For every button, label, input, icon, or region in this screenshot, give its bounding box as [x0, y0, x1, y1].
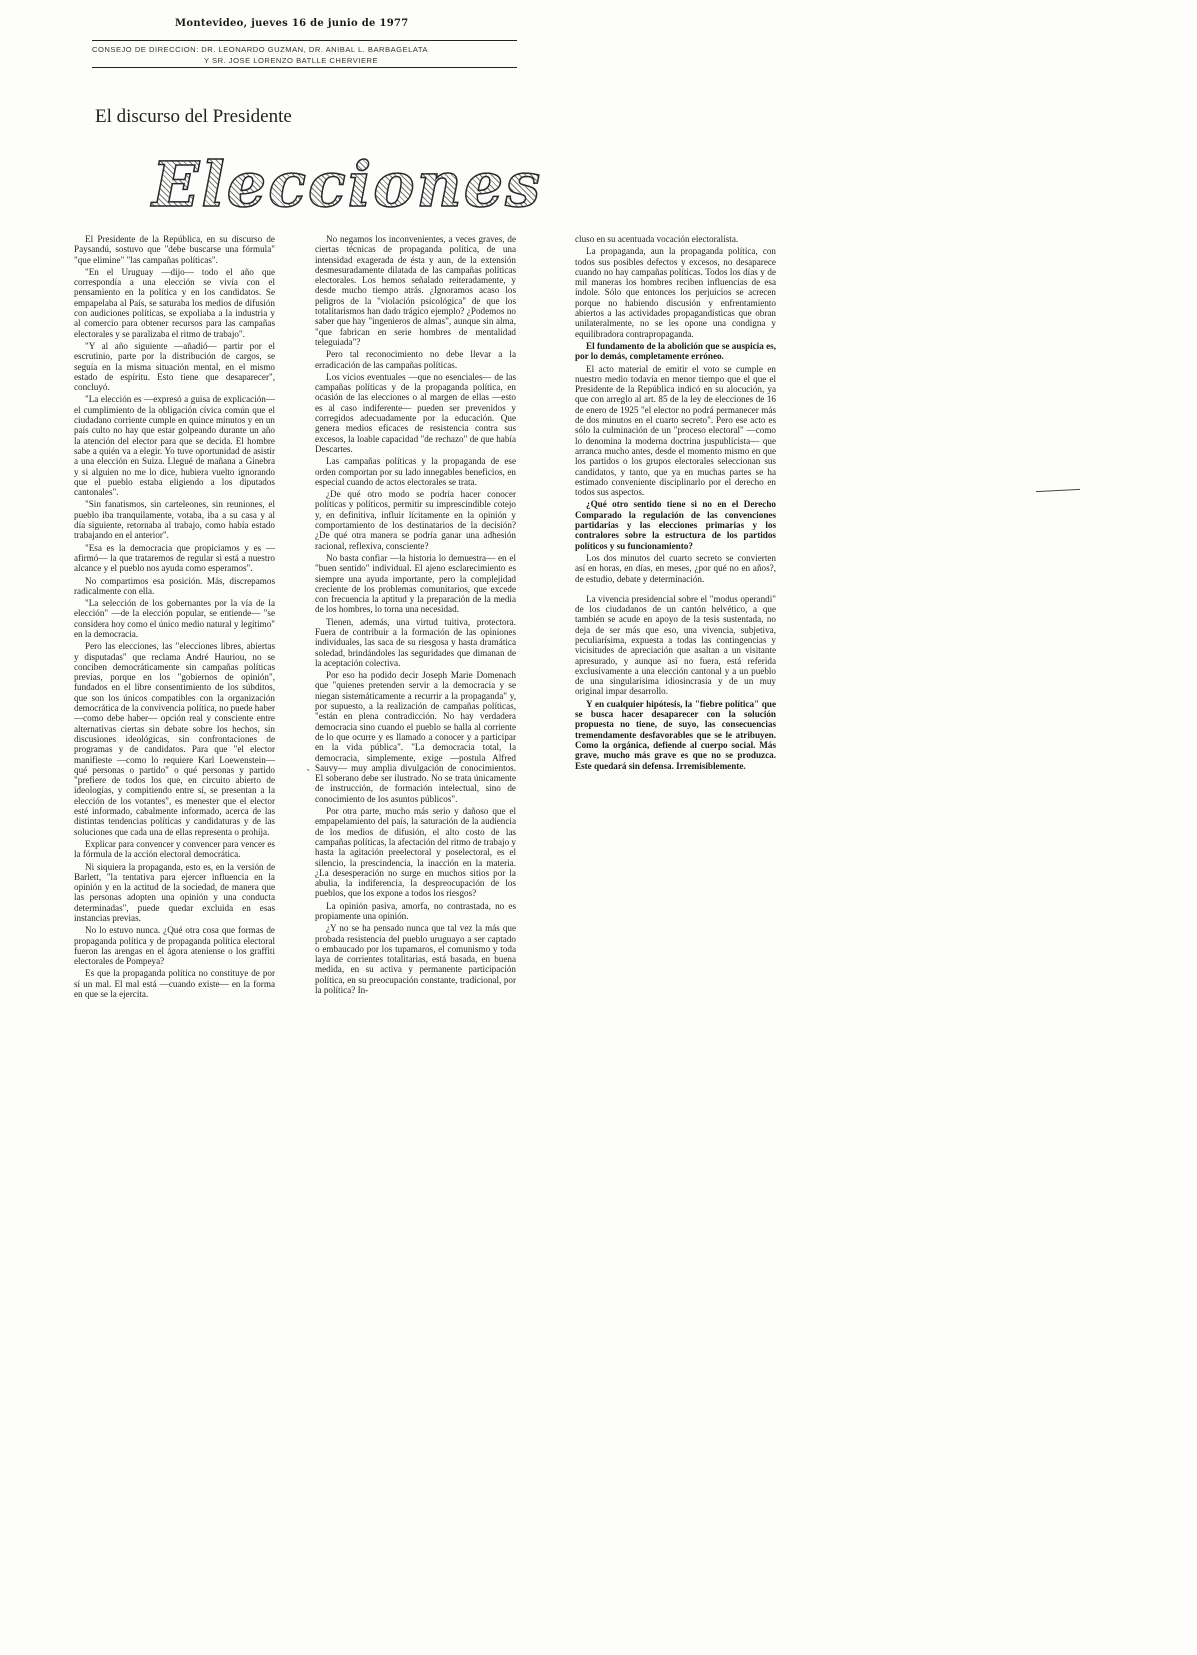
paragraph: El acto material de emitir el voto se cumple en nuestro medio todavía en menor tiempo que el que el Presidente de la República indicó en su alocución, ya que con arreglo al art. 85 de la ley de elecciones de 16 de enero de 1925 "el elector no podrá permanecer más de dos minutos en el cuarto secreto". Pero ese acto es sólo la culminación de un "proceso electoral" —como lo denomina la moderna doctrina juspublicista— que arranca mucho antes, desde el momento mismo en que los partidos o los grupos electorales seleccionan sus candidatos, y tanto, que ya en muchas partes se ha estimado conveniente disciplinarlo por el derecho en todos sus aspectos.: [575, 363, 776, 498]
paragraph: Pero las elecciones, las "elecciones libres, abiertas y disputadas" que reclama André Hauriou, no se conciben democráticamente sin campañas políticas previas, porque en los "gobiernos de opinión", fundados en el libre consentimiento de los súbditos, que son los únicos compatibles con la organización democrática de la convivencia política, no puede haber —como debe haber— opción real y consciente entre alternativas ciertas sin debate sobre los hechos, sin discusiones ideológicas, sin confrontaciones de programas y de candidatos. Para que "el elector manifieste —como lo requiere Karl Loewenstein— qué personas o partido" o qué personas y partido "prefiere de todos los que, en circuito abierto de ideologías, y compitiendo entre sí, se presentan a la elección de los votantes", es menester que el elector esté informado, cabalmente informado, acerca de las distintas tendencias políticas y candidaturas y de las soluciones que cada una de ellas representa o prohíja.: [74, 641, 275, 837]
header-rule-bottom: [92, 67, 517, 68]
paragraph: Pero tal reconocimiento no debe llevar a la erradicación de las campañas políticas.: [315, 349, 516, 370]
paragraph: La propaganda, aun la propaganda política, con todos sus posibles defectos y excesos, no desaparece cuando no hay campañas políticas. Todos los días y de mil maneras los hombres reciben influencias de esa índole. Sólo que entonces los perjuicios se acrecen porque no habiendo discusión y enfrentamiento abiertos a las actividades propagandísticas que obran unilateralmente, no se les opone una condigna y equilibradora contrapropaganda.: [575, 246, 776, 339]
article-kicker: El discurso del Presidente: [95, 106, 292, 127]
paragraph: Tienen, además, una virtud tuitiva, protectora. Fuera de contribuir a la formación de las opiniones individuales, las saca de su riesgosa y hasta dramática soledad, brindándoles las seguridades que dimanan de la aceptación colectiva.: [315, 616, 516, 668]
paragraph: Ni siquiera la propaganda, esto es, en la versión de Barlett, "la tentativa para ejercer influencia en la opinión y en la actitud de la sociedad, de manera que las personas adopten una opinión y una conducta determinadas", puede quedar excluida en esas instancias previas.: [74, 861, 275, 923]
paragraph: No negamos los inconvenientes, a veces graves, de ciertas técnicas de propaganda política, de una intensidad exagerada de ésta y aun, de la extensión desmesuradamente dilatada de las campañas políticas electorales. Los hemos señalado reiteradamente, y desde mucho tiempo atrás. ¿Ignoramos acaso los peligros de la "violación psicológica" de que los totalitarismos han dado trágico ejemplo? ¿Podemos no saber que hay "ingenieros de almas", aunque sin alma, "que fabrican en serie hombres de mentalidad teleguiada"?: [315, 234, 516, 347]
article-column-1: [74, 234, 275, 1001]
paragraph: Y en cualquier hipótesis, la "fiebre política" que se busca hacer desaparecer con la solución propuesta no tiene, de suyo, las consecuencias tremendamente desfavorables que se le atribuyen. Como la orgánica, defiende al cuerpo social. Más grave, mucho más grave es que no se produzca. Este quedará sin defensa. Irremisiblemente.: [575, 698, 776, 771]
paragraph: ¿Qué otro sentido tiene si no en el Derecho Comparado la regulación de las convenciones partidarias y las elecciones primarias y los contralores sobre la estructura de los partidos políticos y su funcionamiento?: [575, 499, 776, 551]
dateline: Montevideo, jueves 16 de junio de 1977: [175, 18, 409, 29]
paragraph: ¿Y no se ha pensado nunca que tal vez la más que probada resistencia del pueblo uruguayo a ser captado o embaucado por los tupamaros, el comunismo y toda laya de corrientes totalitarias, está basada, en buena medida, en su activa y permanente participación política, en su preocupación constante, tradicional, por la política? In-: [315, 923, 516, 996]
paragraph: La opinión pasiva, amorfa, no contrastada, no es propiamente una opinión.: [315, 900, 516, 921]
paragraph: Por otra parte, mucho más serio y dañoso que el empapelamiento del país, la saturación de la audiencia de los medios de difusión, el alto costo de las campañas políticas, la afectación del ritmo de trabajo y hasta la agitación preelectoral y poselectoral, es el silencio, la prescindencia, la inacción en la materia. ¿La desesperación no surge en muchos sitios por la abulia, la indiferencia, la despreocupación de los pueblos, que los expone a todos los riesgos?: [315, 806, 516, 899]
article-headline: Elecciones: [152, 148, 543, 221]
paragraph: cluso en su acentuada vocación electoralista.: [575, 234, 739, 244]
council-line-2: Y SR. JOSE LORENZO BATLLE CHERVIERE: [204, 56, 379, 65]
paragraph: Por eso ha podido decir Joseph Marie Domenach que "quienes pretenden servir a la democracia y se niegan sistemáticamente a recurrir a la propaganda" y, por supuesto, a la realización de campañas políticas, "están en plena contradicción. No hay verdadera democracia sino cuando el pueblo se halla al corriente de lo que ocurre y es llamado a conocer y a participar en la vida pública". "La democracia total, la democracia, simplemente, exige —postula Alfred Sauvy— muy amplia divulgación de conocimientos. El soberano debe ser ilustrado. No se trata únicamente de instrucción, de formación intelectual, sino de conocimiento de los asuntos públicos".: [315, 670, 516, 804]
paragraph: Los vicios eventuales —que no esenciales— de las campañas políticas y de la propaganda política, en ocasión de las elecciones o al margen de ellas —esto es al caso indiferente— pueden ser prevenidos y corregidos adecuadamente por la educación. Que genera medios eficaces de resistencia contra sus excesos, la loable capacidad "de rechazo" de que había Descartes.: [315, 371, 516, 454]
paragraph: Explicar para convencer y convencer para vencer es la fórmula de la acción electoral democrática.: [74, 838, 275, 860]
editorial-council: [92, 44, 517, 66]
article-column-2: [315, 234, 516, 997]
paragraph: "Y al año siguiente —añadió— partir por el escrutinio, parte por la distribución de cargos, se seguía en la misma situación mental, en el mismo estado de espíritu. Esto tiene que desaparecer", concluyó.: [74, 340, 275, 393]
paragraph: No basta confiar —la historia lo demuestra— en el "buen sentido" individual. El ajeno esclarecimiento es siempre una ayuda importante, pero la complejidad creciente de los problemas comunitarios, que excede con frecuencia la aptitud y la preparación de la media de los hombres, lo torna una necesidad.: [315, 552, 516, 615]
paragraph: ¿De qué otro modo se podría hacer conocer políticas y políticos, permitir su imprescindible cotejo y, en definitiva, influir lícitamente en la opinión y comportamiento de los destinatarios de la decisión? ¿De qué otra manera se podría ganar una adhesión racional, reflexiva, consciente?: [315, 489, 516, 551]
paragraph: Es que la propaganda política no constituye de por sí un mal. El mal está —cuando existe— en la forma en que se la ejercita.: [74, 968, 275, 1000]
paragraph: El fundamento de la abolición que se auspicia es, por lo demás, completamente erróneo.: [575, 340, 776, 362]
paragraph: "La elección es —expresó a guisa de explicación— el cumplimiento de la obligación cívica común que el ciudadano corriente cumple en quince minutos y en un país culto no hay que estar golpeando durante un año la atención del elector para que se decida. El hombre sabe a quién va a elegir. Yo tuve oportunidad de asistir a una elección en Suiza. Llegué de mañana a Ginebra y si alguien no me lo dice, hubiera vuelto ignorando que el pueblo estaba eligiendo a los diputados cantonales".: [74, 394, 275, 498]
header-rule-top: [92, 40, 517, 41]
paragraph: "La selección de los gobernantes por la vía de la elección" —de la elección popular, se entiende— "se considera hoy como el único medio natural y legítimo" en la democracia.: [74, 598, 275, 639]
paragraph: No compartimos esa posición. Más, discrepamos radicalmente con ella.: [74, 575, 275, 596]
paragraph: No lo estuvo nunca. ¿Qué otra cosa que formas de propaganda política y de propaganda política electoral fueron las arengas en el ágora ateniense o los graffiti electorales de Pompeya?: [74, 925, 275, 967]
paragraph: La vivencia presidencial sobre el "modus operandi" de los ciudadanos de un cantón helvético, a que también se acude en apoyo de la tesis sustentada, no deja de ser más que eso, una vivencia, subjetiva, peculiarísima, expuesta a todas las contingencias y vicisitudes de apreciación que asaltan a un visitante apresurado, y aunque así no fuera, está referida exclusivamente a una elección cantonal y a un pueblo de una singularísima idiosincrasia y de un muy original impar desarrollo.: [575, 593, 776, 697]
paragraph: El Presidente de la República, en su discurso de Paysandú, sostuvo que "debe buscarse una fórmula" "que elimine" "las campañas políticas".: [74, 234, 275, 265]
margin-pen-mark: [1036, 489, 1080, 492]
council-line-1: CONSEJO DE DIRECCION: DR. LEONARDO GUZMAN, DR. ANIBAL L. BARBAGELATA: [92, 45, 428, 54]
pen-tick-mark: `: [306, 768, 312, 781]
paragraph: Los dos minutos del cuarto secreto se convierten así en horas, en días, en meses, ¿por qué no en años?, de estudio, debate y determinación.: [575, 552, 776, 584]
paragraph: Las campañas políticas y la propaganda de ese orden comportan por su lado innegables beneficios, en especial cuando de actos electorales se trata.: [315, 456, 516, 487]
paragraph: "Sin fanatismos, sin carteleones, sin reuniones, el pueblo iba tranquilamente, votaba, iba a su casa y al día siguiente, retornaba al trabajo, como había estado trabajando en el anterior".: [74, 499, 275, 541]
article-column-3: [575, 234, 776, 773]
paragraph: "Esa es la democracia que propiciamos y es —afirmó— la que trataremos de regular si está a nuestro alcance y el pueblo nos ayuda como esperamos".: [74, 542, 275, 574]
paragraph: "En el Uruguay —dijo— todo el año que correspondía a una elección se vivía con el pensamiento en la política y en los candidatos. Se empapelaba al País, se saturaba los medios de difusión con audiciones políticas, se expoliaba a la industria y al comercio para obtener recursos para las campañas electorales y se paralizaba el ritmo de trabajo".: [74, 266, 275, 339]
